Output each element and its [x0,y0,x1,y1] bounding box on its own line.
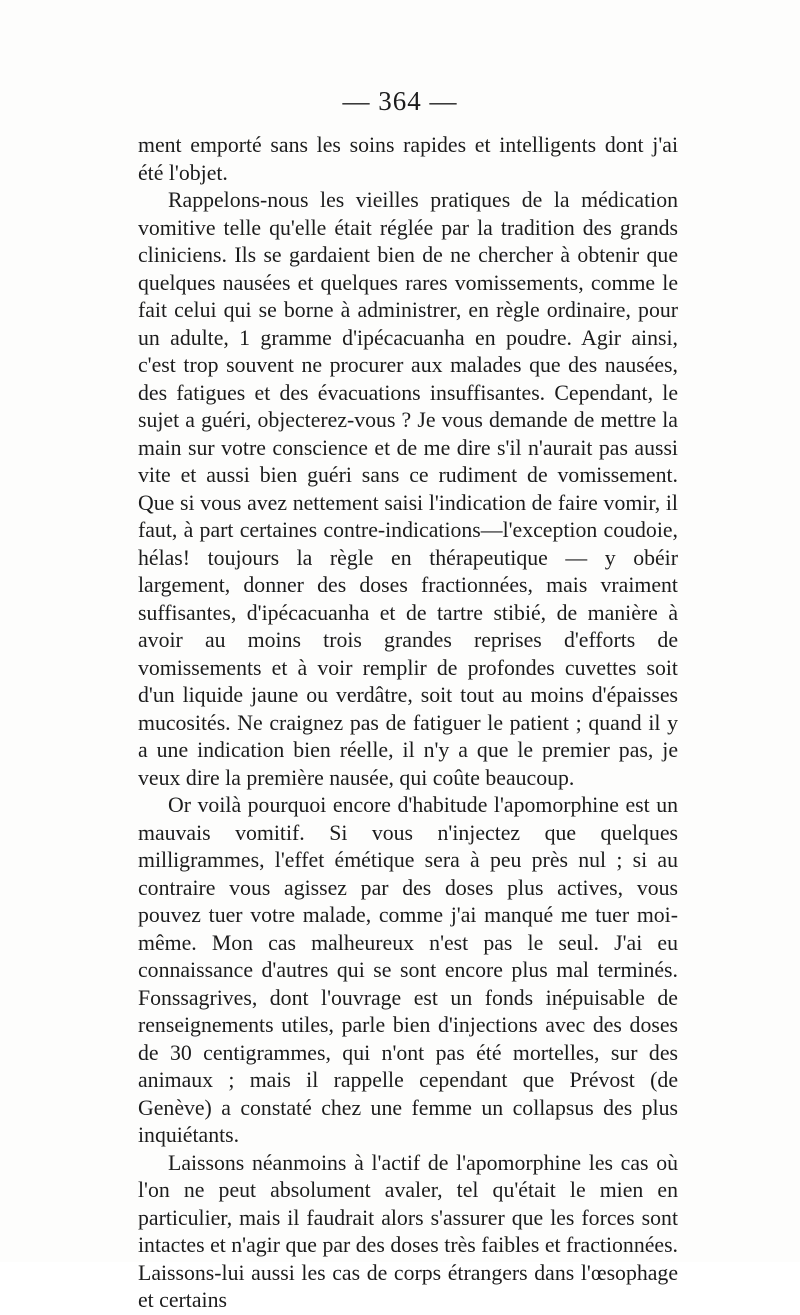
paragraph-vomitive-practices: Rappelons-nous les vieilles pratiques de la médication vomitive telle qu'elle était réglée par la tradition des grands cliniciens. Ils se gardaient bien de ne chercher à obtenir que quelques nausées et quelques rares vomissements, comme le fait celui qui se borne à administrer, en règle ordinaire, pour un adulte, 1 gramme d'ipécacuanha en poudre. Agir ainsi, c'est trop souvent ne procurer aux malades que des nausées, des fatigues et des évacuations insuffisantes. Cependant, le sujet a guéri, objecterez-vous ? Je vous demande de mettre la main sur votre conscience et de me dire s'il n'aurait pas aussi vite et aussi bien guéri sans ce rudiment de vomissement. Que si vous avez nettement saisi l'indication de faire vomir, il faut, à part certaines contre-indications—l'exception coudoie, hélas! toujours la règle en thérapeutique — y obéir largement, donner des doses fractionnées, mais vraiment suffisantes, d'ipécacuanha et de tartre stibié, de manière à avoir au moins trois grandes reprises d'efforts de vomissements et à voir remplir de profondes cuvettes soit d'un liquide jaune ou verdâtre, soit tout au moins d'épaisses mucosités. Ne craignez pas de fatiguer le patient ; quand il y a une indication bien réelle, il n'y a que le premier pas, je veux dire la première nausée, qui coûte beaucoup. [138,188,678,790]
page-number: — 364 — [342,86,458,116]
body-text [138,132,678,1315]
paragraph-apomorphine-uses: Laissons néanmoins à l'actif de l'apomorphine les cas où l'on ne peut absolument avaler, tel qu'était le mien en particulier, mais il faudrait alors s'assurer que les forces sont intactes et n'agir que par des doses très faibles et fractionnées. Laissons-lui aussi les cas de corps étrangers dans l'œsophage et certains [138,1150,678,1312]
paragraph-apomorphine-vomitive: Or voilà pourquoi encore d'habitude l'apomorphine est un mauvais vomitif. Si vous n'injectez que quelques milligrammes, l'effet émétique sera à peu près nul ; si au contraire vous agissez par des doses plus actives, vous pouvez tuer votre malade, comme j'ai manqué me tuer moi-même. Mon cas malheureux n'est pas le seul. J'ai eu connaissance d'autres qui se sont encore plus mal terminés. Fonssagrives, dont l'ouvrage est un fonds inépuisable de renseignements utiles, parle bien d'injections avec des doses de 30 centigrammes, qui n'ont pas été mortelles, sur des animaux ; mais il rappelle cependant que Prévost (de Genève) a constaté chez une femme un collapsus des plus inquiétants. [138,793,678,1147]
paragraph-continuation: ment emporté sans les soins rapides et intelligents dont j'ai été l'objet. [138,133,678,185]
